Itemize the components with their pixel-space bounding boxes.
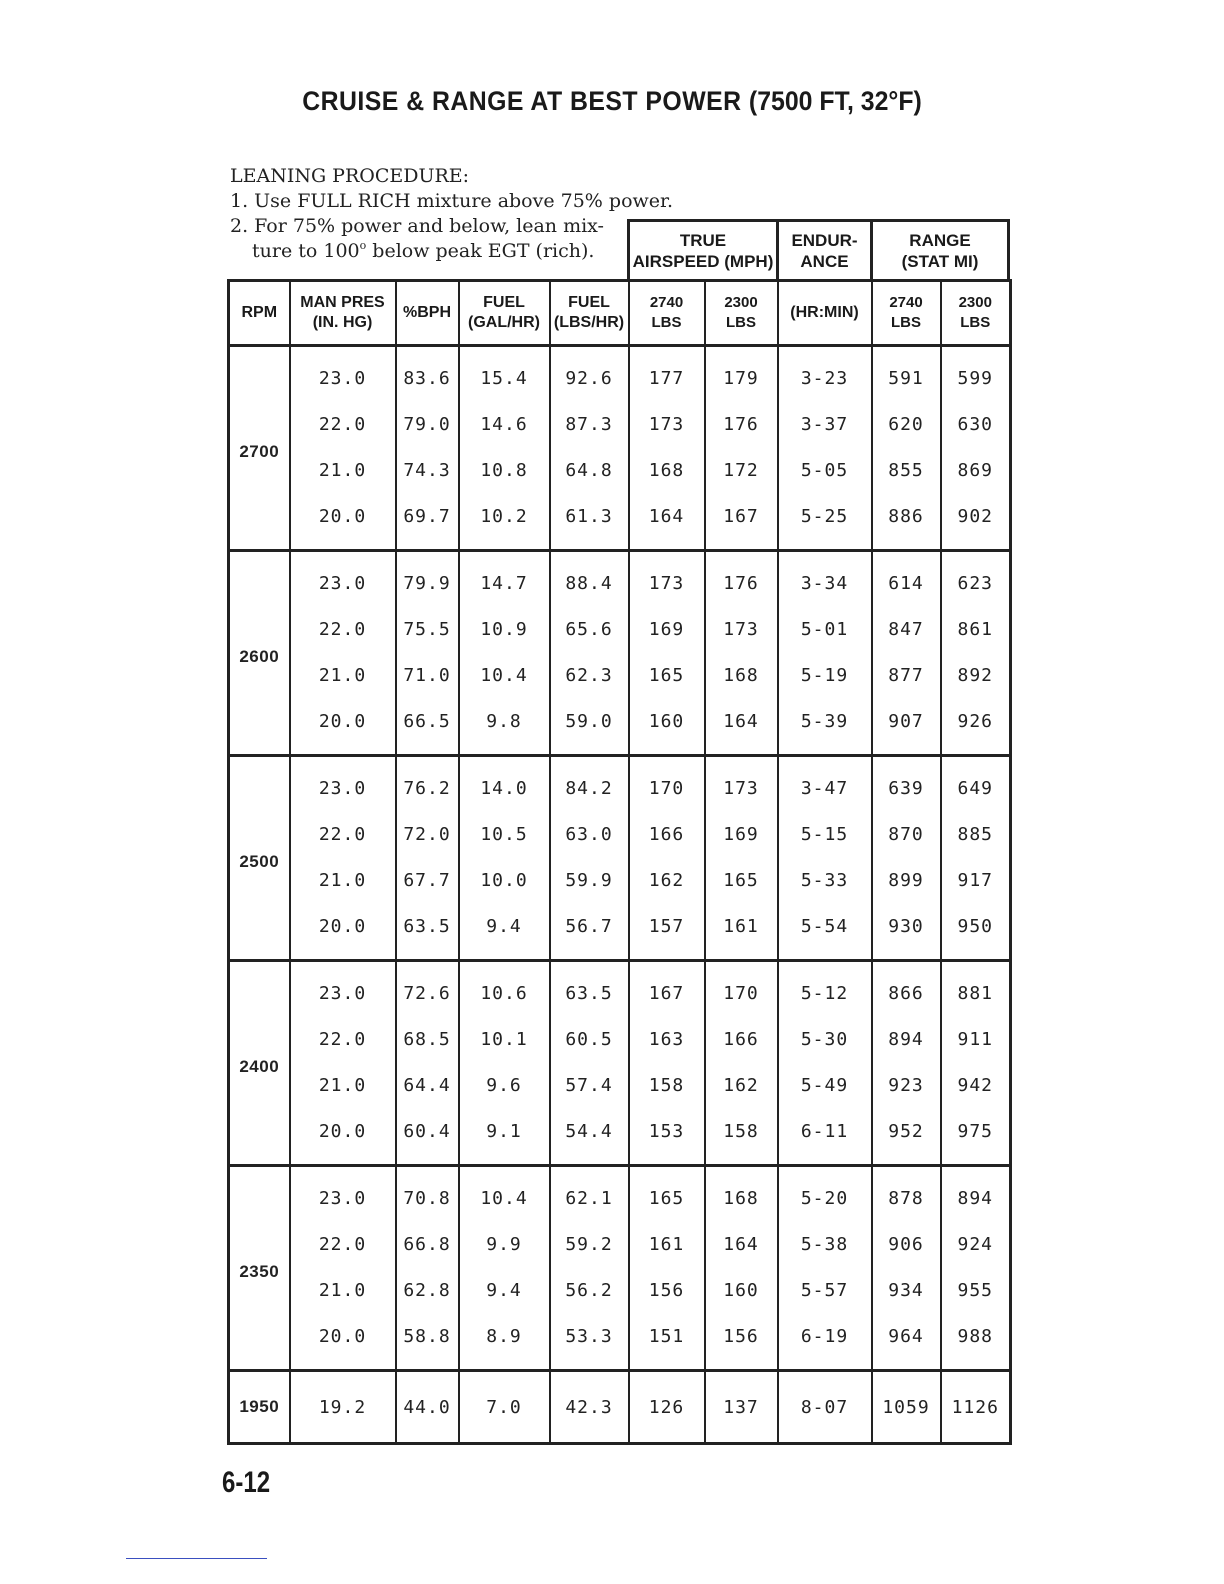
cell-range-2300: 861 (941, 606, 1011, 652)
cell-bph: 68.5 (396, 1016, 459, 1062)
col-man-pres (290, 281, 396, 346)
cell-fuel-gal: 10.4 (459, 652, 550, 698)
rpm-cell: 2400 (229, 961, 290, 1166)
cell-endurance: 5-01 (778, 606, 872, 652)
cell-endurance: 5-54 (778, 903, 872, 961)
cell-range-2740: 877 (872, 652, 941, 698)
cell-range-2300: 988 (941, 1313, 1011, 1371)
col-range-2300 (941, 281, 1011, 346)
cell-endurance: 6-19 (778, 1313, 872, 1371)
cell-bph: 74.3 (396, 447, 459, 493)
header-true-airspeed (627, 219, 779, 279)
cell-fuel-gal: 10.2 (459, 493, 550, 551)
header-label: TRUE (679, 230, 727, 250)
cell-tas-2740: 177 (629, 346, 705, 402)
table-row (229, 1062, 1011, 1108)
cell-bph: 60.4 (396, 1108, 459, 1166)
cell-range-2740: 620 (872, 401, 941, 447)
col-bph: %BPH (396, 281, 459, 346)
page-number: 6-12 (222, 1466, 271, 1499)
cell-tas-2300: 162 (705, 1062, 778, 1108)
col-rpm: RPM (229, 281, 290, 346)
cell-man-pres: 23.0 (290, 551, 396, 607)
cell-tas-2300: 169 (705, 811, 778, 857)
cell-bph: 66.5 (396, 698, 459, 756)
header-label: 2740 (889, 294, 923, 311)
cruise-range-table (227, 279, 1012, 1445)
cell-tas-2300: 173 (705, 606, 778, 652)
cell-range-2300: 950 (941, 903, 1011, 961)
header-label: ENDUR- (791, 230, 858, 250)
cell-endurance: 3-47 (778, 756, 872, 812)
cell-tas-2300: 161 (705, 903, 778, 961)
title-conditions: (7500 FT, 32°F) (748, 86, 922, 116)
cell-man-pres: 23.0 (290, 756, 396, 812)
cell-endurance: 5-38 (778, 1221, 872, 1267)
cell-bph: 44.0 (396, 1371, 459, 1444)
cell-fuel-gal: 10.5 (459, 811, 550, 857)
header-range (870, 219, 1010, 279)
cell-tas-2300: 167 (705, 493, 778, 551)
cell-bph: 71.0 (396, 652, 459, 698)
cell-man-pres: 21.0 (290, 857, 396, 903)
cell-range-2300: 623 (941, 551, 1011, 607)
cell-fuel-gal: 9.8 (459, 698, 550, 756)
header-label: MAN PRES (300, 294, 385, 311)
col-range-2740 (872, 281, 941, 346)
leaning-procedure (230, 164, 673, 264)
cell-tas-2740: 170 (629, 756, 705, 812)
cell-tas-2740: 166 (629, 811, 705, 857)
cell-range-2300: 649 (941, 756, 1011, 812)
cell-tas-2740: 165 (629, 1166, 705, 1222)
cell-tas-2740: 168 (629, 447, 705, 493)
cell-bph: 69.7 (396, 493, 459, 551)
cell-bph: 58.8 (396, 1313, 459, 1371)
cell-man-pres: 22.0 (290, 401, 396, 447)
cell-range-2740: 855 (872, 447, 941, 493)
cell-tas-2300: 179 (705, 346, 778, 402)
cell-man-pres: 21.0 (290, 652, 396, 698)
cell-fuel-gal: 10.9 (459, 606, 550, 652)
table-row (229, 756, 1011, 812)
cell-range-2300: 892 (941, 652, 1011, 698)
table-row (229, 1371, 1011, 1444)
cell-tas-2740: 158 (629, 1062, 705, 1108)
cell-range-2300: 911 (941, 1016, 1011, 1062)
cell-endurance: 5-33 (778, 857, 872, 903)
cell-range-2300: 975 (941, 1108, 1011, 1166)
cell-bph: 72.0 (396, 811, 459, 857)
table-row (229, 493, 1011, 551)
cell-endurance: 3-37 (778, 401, 872, 447)
cell-tas-2740: 160 (629, 698, 705, 756)
cell-range-2300: 924 (941, 1221, 1011, 1267)
cell-range-2740: 847 (872, 606, 941, 652)
leaning-step-2-text: ture to 100 (252, 240, 360, 262)
cell-range-2740: 639 (872, 756, 941, 812)
header-label: 2300 (958, 294, 992, 311)
cell-fuel-gal: 15.4 (459, 346, 550, 402)
cell-fuel-lbs: 59.0 (550, 698, 629, 756)
header-label: FUEL (483, 294, 525, 311)
header-label: FUEL (568, 294, 610, 311)
cell-range-2740: 899 (872, 857, 941, 903)
cell-range-2740: 923 (872, 1062, 941, 1108)
cell-range-2740: 870 (872, 811, 941, 857)
leaning-step-2-text-end: below peak EGT (rich). (366, 240, 595, 262)
cell-bph: 75.5 (396, 606, 459, 652)
cell-range-2300: 869 (941, 447, 1011, 493)
cell-endurance: 5-12 (778, 961, 872, 1017)
cell-endurance: 5-20 (778, 1166, 872, 1222)
column-header-row (229, 281, 1011, 346)
cell-bph: 83.6 (396, 346, 459, 402)
table-row (229, 551, 1011, 607)
cell-endurance: 3-23 (778, 346, 872, 402)
table-row (229, 857, 1011, 903)
cell-range-2300: 917 (941, 857, 1011, 903)
cell-range-2740: 1059 (872, 1371, 941, 1444)
cell-endurance: 5-39 (778, 698, 872, 756)
cell-range-2740: 934 (872, 1267, 941, 1313)
cell-range-2300: 881 (941, 961, 1011, 1017)
cell-fuel-lbs: 65.6 (550, 606, 629, 652)
cell-bph: 76.2 (396, 756, 459, 812)
cell-tas-2740: 164 (629, 493, 705, 551)
cell-fuel-lbs: 60.5 (550, 1016, 629, 1062)
cell-range-2300: 885 (941, 811, 1011, 857)
cell-bph: 63.5 (396, 903, 459, 961)
cell-fuel-gal: 9.4 (459, 903, 550, 961)
cell-tas-2300: 173 (705, 756, 778, 812)
rpm-cell: 2700 (229, 346, 290, 551)
cell-range-2300: 599 (941, 346, 1011, 402)
cell-bph: 72.6 (396, 961, 459, 1017)
cell-tas-2740: 162 (629, 857, 705, 903)
header-label: LBS (726, 314, 756, 331)
header-label: (STAT MI) (901, 251, 979, 271)
cell-fuel-gal: 9.9 (459, 1221, 550, 1267)
cell-range-2740: 964 (872, 1313, 941, 1371)
cell-fuel-gal: 7.0 (459, 1371, 550, 1444)
cell-man-pres: 20.0 (290, 903, 396, 961)
table-row (229, 1313, 1011, 1371)
cell-bph: 66.8 (396, 1221, 459, 1267)
table-row (229, 447, 1011, 493)
cell-fuel-lbs: 64.8 (550, 447, 629, 493)
cell-fuel-gal: 9.4 (459, 1267, 550, 1313)
table-body (229, 346, 1011, 1444)
cell-fuel-gal: 14.7 (459, 551, 550, 607)
table-row (229, 1267, 1011, 1313)
table-row (229, 811, 1011, 857)
header-label: RANGE (909, 230, 971, 250)
cell-range-2740: 930 (872, 903, 941, 961)
leaning-heading: LEANING PROCEDURE: (230, 165, 470, 187)
cell-tas-2740: 165 (629, 652, 705, 698)
cell-bph: 79.0 (396, 401, 459, 447)
cell-endurance: 5-25 (778, 493, 872, 551)
cell-fuel-gal: 9.1 (459, 1108, 550, 1166)
header-label: 2300 (724, 294, 758, 311)
cell-range-2740: 952 (872, 1108, 941, 1166)
cell-endurance: 3-34 (778, 551, 872, 607)
cell-tas-2300: 176 (705, 401, 778, 447)
cell-bph: 67.7 (396, 857, 459, 903)
cell-fuel-lbs: 62.1 (550, 1166, 629, 1222)
cell-fuel-lbs: 61.3 (550, 493, 629, 551)
table-row (229, 346, 1011, 402)
header-label: AIRSPEED (MPH) (632, 251, 774, 271)
cell-fuel-lbs: 63.5 (550, 961, 629, 1017)
cell-range-2300: 926 (941, 698, 1011, 756)
cell-fuel-lbs: 92.6 (550, 346, 629, 402)
cell-tas-2740: 156 (629, 1267, 705, 1313)
cell-endurance: 6-11 (778, 1108, 872, 1166)
title-main: CRUISE & RANGE AT BEST POWER (302, 86, 742, 116)
header-label: (LBS/HR) (553, 314, 625, 331)
cell-fuel-lbs: 87.3 (550, 401, 629, 447)
table-row (229, 652, 1011, 698)
cell-tas-2300: 160 (705, 1267, 778, 1313)
cell-man-pres: 22.0 (290, 1221, 396, 1267)
table-row (229, 961, 1011, 1017)
cell-tas-2740: 126 (629, 1371, 705, 1444)
cell-fuel-gal: 14.0 (459, 756, 550, 812)
table-row (229, 1108, 1011, 1166)
cell-bph: 70.8 (396, 1166, 459, 1222)
cell-fuel-lbs: 57.4 (550, 1062, 629, 1108)
cell-man-pres: 21.0 (290, 447, 396, 493)
cell-fuel-gal: 14.6 (459, 401, 550, 447)
cell-tas-2300: 164 (705, 1221, 778, 1267)
cell-man-pres: 22.0 (290, 811, 396, 857)
cell-tas-2300: 170 (705, 961, 778, 1017)
table-row (229, 1016, 1011, 1062)
cell-bph: 62.8 (396, 1267, 459, 1313)
cell-range-2300: 955 (941, 1267, 1011, 1313)
cell-man-pres: 20.0 (290, 698, 396, 756)
cell-range-2740: 614 (872, 551, 941, 607)
col-fuel-gal (459, 281, 550, 346)
cell-tas-2740: 153 (629, 1108, 705, 1166)
cell-fuel-lbs: 56.7 (550, 903, 629, 961)
cell-tas-2740: 163 (629, 1016, 705, 1062)
cell-tas-2300: 166 (705, 1016, 778, 1062)
cell-range-2740: 591 (872, 346, 941, 402)
cell-tas-2740: 173 (629, 401, 705, 447)
cell-man-pres: 20.0 (290, 493, 396, 551)
cell-tas-2300: 165 (705, 857, 778, 903)
cell-endurance: 5-19 (778, 652, 872, 698)
cell-tas-2740: 157 (629, 903, 705, 961)
degree-mark: o (359, 239, 367, 252)
table-row (229, 1166, 1011, 1222)
table-row (229, 606, 1011, 652)
cell-endurance: 8-07 (778, 1371, 872, 1444)
cell-fuel-lbs: 63.0 (550, 811, 629, 857)
leaning-step-2-line-2 (230, 239, 673, 264)
table-row (229, 698, 1011, 756)
cell-man-pres: 20.0 (290, 1108, 396, 1166)
cell-endurance: 5-30 (778, 1016, 872, 1062)
leaning-step-2-line-1: 2. For 75% power and below, lean mix- (230, 215, 604, 237)
cell-tas-2300: 164 (705, 698, 778, 756)
footer-rule (126, 1558, 267, 1559)
cell-man-pres: 21.0 (290, 1267, 396, 1313)
cell-man-pres: 21.0 (290, 1062, 396, 1108)
cell-fuel-lbs: 59.9 (550, 857, 629, 903)
cell-tas-2740: 161 (629, 1221, 705, 1267)
cell-fuel-lbs: 59.2 (550, 1221, 629, 1267)
header-label: (GAL/HR) (468, 314, 540, 331)
cell-tas-2300: 168 (705, 1166, 778, 1222)
cell-fuel-gal: 10.0 (459, 857, 550, 903)
cell-range-2300: 942 (941, 1062, 1011, 1108)
cell-tas-2300: 158 (705, 1108, 778, 1166)
col-tas-2740 (629, 281, 705, 346)
cell-man-pres: 22.0 (290, 1016, 396, 1062)
cell-range-2300: 894 (941, 1166, 1011, 1222)
cell-range-2300: 1126 (941, 1371, 1011, 1444)
cell-range-2740: 906 (872, 1221, 941, 1267)
cell-tas-2300: 156 (705, 1313, 778, 1371)
cell-fuel-gal: 10.8 (459, 447, 550, 493)
header-label: ANCE (800, 251, 849, 271)
cell-fuel-lbs: 54.4 (550, 1108, 629, 1166)
cell-tas-2740: 169 (629, 606, 705, 652)
cell-endurance: 5-57 (778, 1267, 872, 1313)
col-fuel-lbs (550, 281, 629, 346)
cell-man-pres: 20.0 (290, 1313, 396, 1371)
cell-fuel-gal: 8.9 (459, 1313, 550, 1371)
rpm-cell: 2350 (229, 1166, 290, 1371)
table-row (229, 1221, 1011, 1267)
col-tas-2300 (705, 281, 778, 346)
cell-man-pres: 23.0 (290, 346, 396, 402)
cell-fuel-lbs: 88.4 (550, 551, 629, 607)
cell-range-2740: 866 (872, 961, 941, 1017)
cell-man-pres: 23.0 (290, 1166, 396, 1222)
cell-man-pres: 19.2 (290, 1371, 396, 1444)
cell-endurance: 5-05 (778, 447, 872, 493)
cell-fuel-gal: 10.4 (459, 1166, 550, 1222)
cell-bph: 79.9 (396, 551, 459, 607)
rpm-cell: 1950 (229, 1371, 290, 1444)
leaning-step-1: 1. Use FULL RICH mixture above 75% power. (230, 190, 674, 212)
cell-range-2740: 907 (872, 698, 941, 756)
cell-fuel-gal: 9.6 (459, 1062, 550, 1108)
cell-fuel-lbs: 62.3 (550, 652, 629, 698)
cell-endurance: 5-49 (778, 1062, 872, 1108)
rpm-cell: 2600 (229, 551, 290, 756)
cell-tas-2740: 167 (629, 961, 705, 1017)
cell-bph: 64.4 (396, 1062, 459, 1108)
cell-fuel-lbs: 84.2 (550, 756, 629, 812)
cell-tas-2300: 137 (705, 1371, 778, 1444)
cell-range-2300: 630 (941, 401, 1011, 447)
col-endurance: (HR:MIN) (778, 281, 872, 346)
cell-tas-2300: 168 (705, 652, 778, 698)
cell-tas-2300: 176 (705, 551, 778, 607)
header-label: LBS (960, 314, 991, 331)
rpm-cell: 2500 (229, 756, 290, 961)
cell-fuel-lbs: 42.3 (550, 1371, 629, 1444)
cell-fuel-gal: 10.6 (459, 961, 550, 1017)
cell-tas-2740: 173 (629, 551, 705, 607)
header-label: LBS (891, 314, 921, 331)
header-label: (IN. HG) (312, 314, 373, 331)
cell-range-2740: 886 (872, 493, 941, 551)
table-row (229, 401, 1011, 447)
cell-fuel-gal: 10.1 (459, 1016, 550, 1062)
cell-tas-2300: 172 (705, 447, 778, 493)
cell-man-pres: 23.0 (290, 961, 396, 1017)
table-row (229, 903, 1011, 961)
page-title (49, 86, 1175, 117)
cell-range-2740: 878 (872, 1166, 941, 1222)
header-label: LBS (651, 314, 682, 331)
cell-endurance: 5-15 (778, 811, 872, 857)
cell-fuel-lbs: 56.2 (550, 1267, 629, 1313)
cell-range-2740: 894 (872, 1016, 941, 1062)
header-label: 2740 (649, 294, 684, 311)
cell-fuel-lbs: 53.3 (550, 1313, 629, 1371)
cell-range-2300: 902 (941, 493, 1011, 551)
cell-man-pres: 22.0 (290, 606, 396, 652)
cell-tas-2740: 151 (629, 1313, 705, 1371)
header-endurance (776, 219, 873, 279)
